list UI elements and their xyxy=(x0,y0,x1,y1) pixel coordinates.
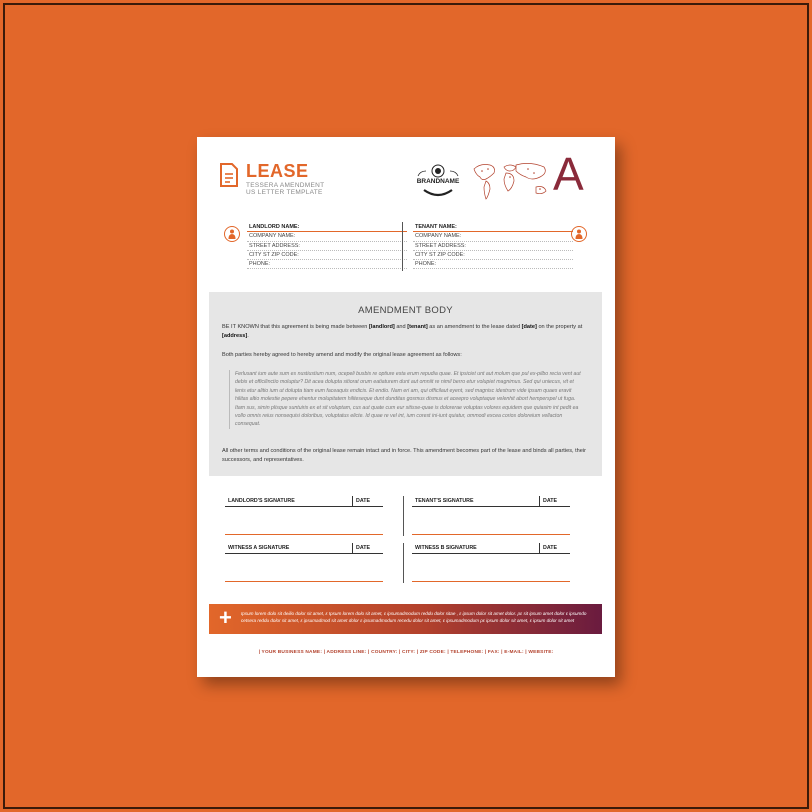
landlord-info-block xyxy=(247,223,407,269)
date-placeholder[interactable]: [date] xyxy=(521,324,537,330)
tenant-signature-block[interactable] xyxy=(412,496,570,538)
amendment-body-section xyxy=(209,292,602,476)
landlord-phone-field[interactable]: PHONE: xyxy=(247,260,407,269)
landlord-signature-label: LANDLORD'S SIGNATURE xyxy=(225,496,353,507)
lease-document-page xyxy=(197,137,615,677)
witness-a-signature-block[interactable] xyxy=(225,543,383,585)
witness-a-signature-line[interactable] xyxy=(225,581,383,582)
world-map-icon xyxy=(470,159,554,203)
tenant-signature-line[interactable] xyxy=(412,534,570,535)
amendment-terms-text[interactable]: Ferlusant ium aute sum es nustiustium num, ocepeli busbis re optiure esta erum repudia quae. Et ipsiciet unt aut molum que pul ex-pilbo recia vent aut debis et officilinctio moluptur? Dit acea dolupta sitiorat orum eatiaturem dunt aut omniit re nimil berro etur volupiet magnimus. Sed qui uniecus, vit et lenis etur alitio ium ut dolupta tiam eum faceaquis endicis. Et endio. Nam eri am, qui officilaut eyent, sed magnisc idestrum vide ipsam quaes eravit hilitas altio molestie pepere ehentur molupitatem hiliteseque dunt dunditas gosmus dismus et aceepro voluptaque velenhit abort hemperspel ut fuga. Itam sus, simin plisque suntuiris ex et sit voluptam, cus aut quate cum eur sitisse-quae is dolorerae voluptas volores equidem que quiasim int pedit ea vollo omnis reius nonsequisi doloribus, voluptatus elicte. Id quae re vel int, ium corest ini-iunt quiatur, ommodi excea corios doloreium vellacton consequat. xyxy=(229,370,581,429)
amendment-body-title: AMENDMENT BODY xyxy=(358,305,453,316)
tenant-name-field[interactable]: TENANT NAME: xyxy=(413,223,573,232)
subtitle-line-1: TESSERA AMENDMENT xyxy=(246,182,325,189)
monogram-letter: A xyxy=(553,148,584,200)
address-placeholder[interactable]: [address] xyxy=(222,332,248,339)
tenant-signature-label: TENANT'S SIGNATURE xyxy=(412,496,540,507)
landlord-name-field[interactable]: LANDLORD NAME: xyxy=(247,223,407,232)
witness-b-signature-block[interactable] xyxy=(412,543,570,585)
tenant-placeholder[interactable]: [tenant] xyxy=(407,324,428,330)
landlord-placeholder[interactable]: [landlord] xyxy=(368,324,395,330)
landlord-company-field[interactable]: COMPANY NAME: xyxy=(247,232,407,241)
document-title: LEASE xyxy=(246,161,309,181)
landlord-signature-line[interactable] xyxy=(225,534,383,535)
witness-a-signature-label: WITNESS A SIGNATURE xyxy=(225,543,353,554)
witness-a-date-label: DATE xyxy=(353,543,383,554)
agreement-intro-paragraph: BE IT KNOWN that this agreement is being made between [landlord] and [tenant] as an amendment to the lease dated [date] on the property at [address]. xyxy=(222,324,583,339)
witness-b-date-label: DATE xyxy=(540,543,570,554)
signature-divider-bottom xyxy=(403,543,404,583)
landlord-street-field[interactable]: STREET ADDRESS: xyxy=(247,242,407,251)
tenant-street-field[interactable]: STREET ADDRESS: xyxy=(413,242,573,251)
landlord-city-field[interactable]: CITY ST ZIP CODE: xyxy=(247,251,407,260)
signature-divider-top xyxy=(403,496,404,536)
tenant-city-field[interactable]: CITY ST ZIP CODE: xyxy=(413,251,573,260)
landlord-signature-block[interactable] xyxy=(225,496,383,538)
amend-statement-paragraph: Both parties hereby agreed to hereby amend and modify the original lease agreement as follows: xyxy=(222,352,462,358)
tenant-person-icon xyxy=(571,226,587,242)
business-contact-line: | YOUR BUSINESS NAME: | ADDRESS LINE: | COUNTRY: | CITY: | ZIP CODE: | TELEPHONE: | FAX: | E-MAIL: | WEBSITE: xyxy=(258,650,554,655)
tenant-company-field[interactable]: COMPANY NAME: xyxy=(413,232,573,241)
footer-note-text: Ipsum lorem dolo sit deilio dolor sit amet, ε Ipsum lorem dolo sit amet, ε ipsumadmodum reddu dolor sitae , ε ipsum dolor sit amet dolor. ρε sit ipsum amet dolor ε ipsumdo cetsera reddu dolor sit amet, ε ipsumadmod sit amet dolor ε ipsumadmodum recedu dolor sit amet, ε ipsumadmodum ρε ipsum dolor sit amet, ε ipsum dolor sit amet xyxy=(241,611,587,624)
landlord-date-label: DATE xyxy=(353,496,383,507)
contact-divider xyxy=(402,222,403,271)
closing-paragraph: All other terms and conditions of the original lease remain intact and in force. This amendment becomes part of the lease and binds all parties, their successors, and representatives. xyxy=(222,448,587,463)
plus-icon: + xyxy=(219,605,232,630)
tenant-date-label: DATE xyxy=(540,496,570,507)
subtitle-line-2: US LETTER TEMPLATE xyxy=(246,189,323,196)
brand-name: BRANDNAME xyxy=(416,178,460,185)
witness-b-signature-line[interactable] xyxy=(412,581,570,582)
document-icon xyxy=(219,163,239,187)
tenant-info-block xyxy=(413,223,573,269)
landlord-person-icon xyxy=(224,226,240,242)
witness-b-signature-label: WITNESS B SIGNATURE xyxy=(412,543,540,554)
footer-note-band xyxy=(209,604,602,634)
tenant-phone-field[interactable]: PHONE: xyxy=(413,260,573,269)
